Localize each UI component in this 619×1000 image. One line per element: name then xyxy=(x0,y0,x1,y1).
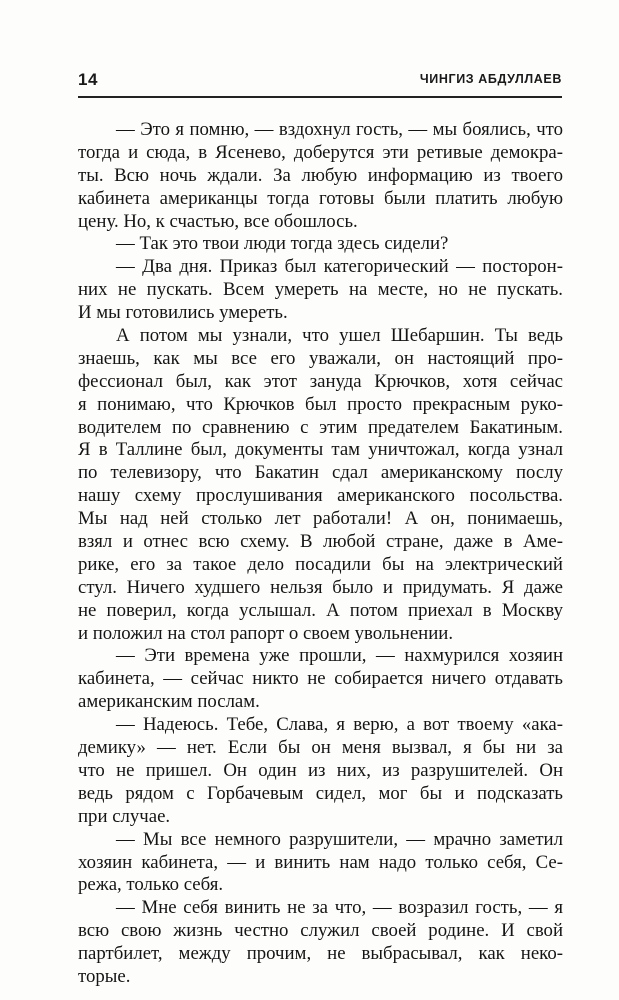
text-line: — Мы все немного разрушители, — мрачно заметил xyxy=(116,828,563,850)
text-line: — Два дня. Приказ был категорический — посторон- xyxy=(116,256,563,278)
body-text xyxy=(78,119,563,989)
text-line: при случае. xyxy=(78,805,171,827)
page-header xyxy=(78,70,562,96)
text-line: — Мне себя винить не за что, — возразил гость, — я xyxy=(116,897,563,919)
text-line: взял и отнес всю схему. В любой стране, даже в Аме- xyxy=(78,531,563,553)
text-line: знаешь, как мы все его уважали, он настоящий про- xyxy=(78,347,563,369)
page-number: 14 xyxy=(78,70,98,89)
text-line: — Так это твои люди тогда здесь сидели? xyxy=(116,233,449,255)
text-line: и положил на стол рапорт о своем увольнении. xyxy=(78,622,454,644)
text-line: цену. Но, к счастью, все обошлось. xyxy=(78,210,358,232)
text-line: — Это я помню, — вздохнул гость, — мы боялись, что xyxy=(116,119,563,140)
text-line: всю свою жизнь честно служил своей родине. И свой xyxy=(78,920,563,942)
text-line: кабинета американцы тогда готовы были платить любую xyxy=(78,187,563,209)
text-line: И мы готовились умереть. xyxy=(78,302,288,324)
text-line: демику» — нет. Если бы он меня вызвал, я бы ни за xyxy=(78,737,563,759)
header-rule xyxy=(78,96,562,98)
text-line: ты. Всю ночь ждали. За любую информацию из твоего xyxy=(78,164,563,186)
text-line: — Эти времена уже прошли, — нахмурился хозяин xyxy=(116,645,563,667)
text-line: А потом мы узнали, что ушел Шебаршин. Ты ведь xyxy=(116,325,563,347)
text-line: кабинета, — сейчас никто не собирается ничего отдавать xyxy=(78,668,563,690)
text-line: не поверил, когда услышал. А потом приехал в Москву xyxy=(78,599,563,621)
text-line: партбилет, между прочим, не выбрасывал, как неко- xyxy=(78,943,563,965)
text-line: торые. xyxy=(78,965,131,987)
running-head-author: ЧИНГИЗ АБДУЛЛАЕВ xyxy=(419,72,562,86)
text-line: американским послам. xyxy=(78,691,260,713)
text-line: Я в Таллине был, документы там уничтожал, когда узнал xyxy=(78,439,563,461)
text-line: ведь рядом с Горбачевым сидел, мог бы и подсказать xyxy=(78,782,563,804)
text-line: водителем по сравнению с этим предателем Бакатиным. xyxy=(78,416,563,438)
text-line: рике, его за такое дело посадили бы на электрический xyxy=(78,553,563,575)
text-line: стул. Ничего худшего нельзя было и придумать. Я даже xyxy=(78,576,563,598)
text-line: хозяин кабинета, — и винить нам надо только себя, Се- xyxy=(78,851,563,873)
text-line: — Надеюсь. Тебе, Слава, я верю, а вот твоему «ака- xyxy=(116,714,563,736)
text-line: я понимаю, что Крючков был просто прекрасным руко- xyxy=(78,393,563,415)
text-line: по телевизору, что Бакатин сдал американскому послу xyxy=(78,462,563,484)
text-line: них не пускать. Всем умереть на месте, но не пускать. xyxy=(78,279,563,301)
text-line: нашу схему прослушивания американского посольства. xyxy=(78,485,563,507)
text-line: Мы над ней столько лет работали! А он, понимаешь, xyxy=(78,508,563,530)
text-line: тогда и сюда, в Ясенево, доберутся эти ретивые демокра- xyxy=(78,141,563,163)
text-line: фессионал был, как этот зануда Крючков, хотя сейчас xyxy=(78,370,563,392)
text-line: что не пришел. Он один из них, из разрушителей. Он xyxy=(78,759,563,781)
text-line: режа, только себя. xyxy=(78,874,224,896)
